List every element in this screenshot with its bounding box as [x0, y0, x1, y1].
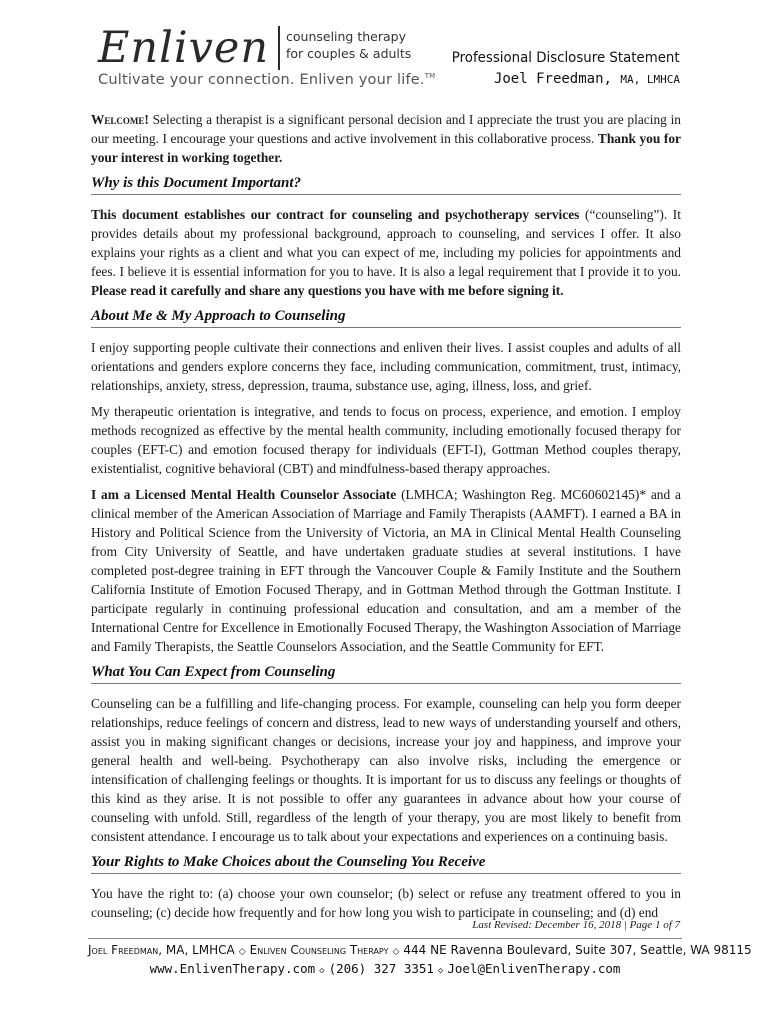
diamond-separator-icon: ◇: [319, 966, 325, 976]
footer-practice: Enliven Counseling Therapy: [249, 943, 389, 957]
section-heading-about: About Me & My Approach to Counseling: [91, 307, 681, 328]
brand-tagline-text: Cultivate your connection. Enliven your life.: [98, 72, 425, 88]
logo-subtitle: [286, 28, 411, 62]
author-credentials: MA, LMHCA: [620, 73, 680, 86]
about-paragraph-1: I enjoy supporting people cultivate their connections and enliven their lives. I assist couples and adults of all orientations and genders explore concerns they face, including communication, commitment, trust, intimacy, relationships, anxiety, stress, depression, trauma, substance use, aging, illness, loss, and grief.: [91, 340, 681, 393]
diamond-separator-icon: ◇: [437, 966, 444, 976]
footer-address-line: [88, 943, 752, 957]
footer-email[interactable]: Joel@EnlivenTherapy.com: [447, 961, 621, 976]
why-bold-end: Please read it carefully and share any questions you have with me before signing it.: [91, 283, 564, 298]
logo-divider: [278, 26, 280, 70]
diamond-separator-icon: ◇: [238, 947, 246, 957]
logo-subtitle-line1: counseling therapy: [286, 29, 406, 44]
rights-paragraph: You have the right to: (a) choose your own counselor; (b) select or refuse any treatment offered to you in counseling; (c) decide how frequently and for how long you wish to participate in counseling; and (d) end: [91, 886, 681, 920]
logo-subtitle-line2: for couples & adults: [286, 46, 412, 61]
section-heading-why: Why is this Document Important?: [91, 174, 681, 195]
welcome-lead: Welcome!: [91, 112, 149, 127]
footer-contact-line: [88, 961, 682, 976]
footer-phone[interactable]: (206) 327 3351: [328, 961, 434, 976]
footer-website[interactable]: www.EnlivenTherapy.com: [149, 961, 316, 976]
author-name: Joel Freedman,: [493, 71, 612, 87]
about-paragraph-2: My therapeutic orientation is integrative, and tends to focus on process, experience, and emotion. I employ methods recognized as effective by the mental health community, including emotionally focused therapy for couples (EFT-C) and emotion focused therapy for individuals (EFT-I), Gottman Method couples therapy, existentialist, cognitive behavioral (CBT) and mindfulness-based therapy approaches.: [91, 404, 681, 476]
diamond-separator-icon: ◇: [392, 947, 400, 957]
section-heading-rights: Your Rights to Make Choices about the Counseling You Receive: [91, 853, 681, 874]
section-heading-expect: What You Can Expect from Counseling: [91, 663, 681, 684]
footer-divider: [88, 938, 682, 939]
why-paragraph: [91, 205, 681, 300]
trademark-mark: TM: [424, 72, 436, 80]
revision-page-note: Last Revised: December 16, 2018 | Page 1 of 7: [472, 919, 680, 931]
footer-name: Joel Freedman, MA, LMHCA: [88, 943, 235, 957]
welcome-text: Selecting a therapist is a significant personal decision and I appreciate the trust you are placing in our meeting. I encourage your questions and active involvement in this collaborative process.: [91, 112, 681, 146]
logo-wordmark: Enliven: [98, 23, 270, 73]
letterhead: [88, 22, 680, 92]
brand-tagline: [98, 72, 435, 88]
footer-address: 444 NE Ravenna Boulevard, Suite 307, Seattle, WA 98115: [403, 943, 752, 957]
welcome-paragraph: [91, 110, 681, 167]
document-title: Professional Disclosure Statement: [452, 50, 680, 66]
expect-paragraph: Counseling can be a fulfilling and life-changing process. For example, counseling can help you form deeper relationships, reduce feelings of concern and distress, lead to new ways of understanding yourself and others, assist you in making significant changes or decisions, increase your joy and happiness, and improve your general health and well-being. Psychotherapy can also involve risks, including the emergence or intensification of challenging feelings or thoughts. It is important for us to discuss any feelings or thoughts of this kind as they arise. It is not possible to offer any guarantees in advance about how your course of counseling with unfold. Still, regardless of the length of your therapy, you are most likely to benefit from consistent attendance. I encourage us to talk about your expectations and experiences on a continuing basis.: [91, 696, 681, 844]
license-bold-lead: I am a Licensed Mental Health Counselor Associate: [91, 487, 397, 502]
document-author: [494, 71, 680, 87]
license-text: (LMHCA; Washington Reg. MC60602145)* and a clinical member of the American Association of Marriage and Family Therapists (AAMFT). I earned a BA in History and Political Science from the University of Victoria, an MA in Clinical Mental Health Counseling from City University of Seattle, and have undertaken graduate studies at several institutions. I have completed post-degree training in EFT through the Vancouver Couple & Family Institute and the Southern California Institute of Emotion Focused Therapy, and in Gottman Method through the Gottman Institute. I participate regularly in continuing professional education and consultation, and am a member of the International Centre for Excellence in Emotionally Focused Therapy, the Washington Association of Marriage and Family Therapists, the Seattle Counselors Association, and the Seattle Community for EFT.: [91, 487, 681, 654]
why-bold-lead: This document establishes our contract for counseling and psychotherapy services: [91, 207, 580, 222]
welcome-thanks: Thank you for your interest in working together.: [91, 131, 681, 165]
why-text: (“counseling”). It provides details about my professional background, approach to counseling, and services I offer. It also explains your rights as a client and what you can expect of me, including my policies for appointments and fees. I believe it is essential information for you to have. It is also a legal requirement that I provide it to you.: [91, 207, 681, 279]
document-body: [91, 110, 681, 929]
about-paragraph-3: [91, 485, 681, 656]
